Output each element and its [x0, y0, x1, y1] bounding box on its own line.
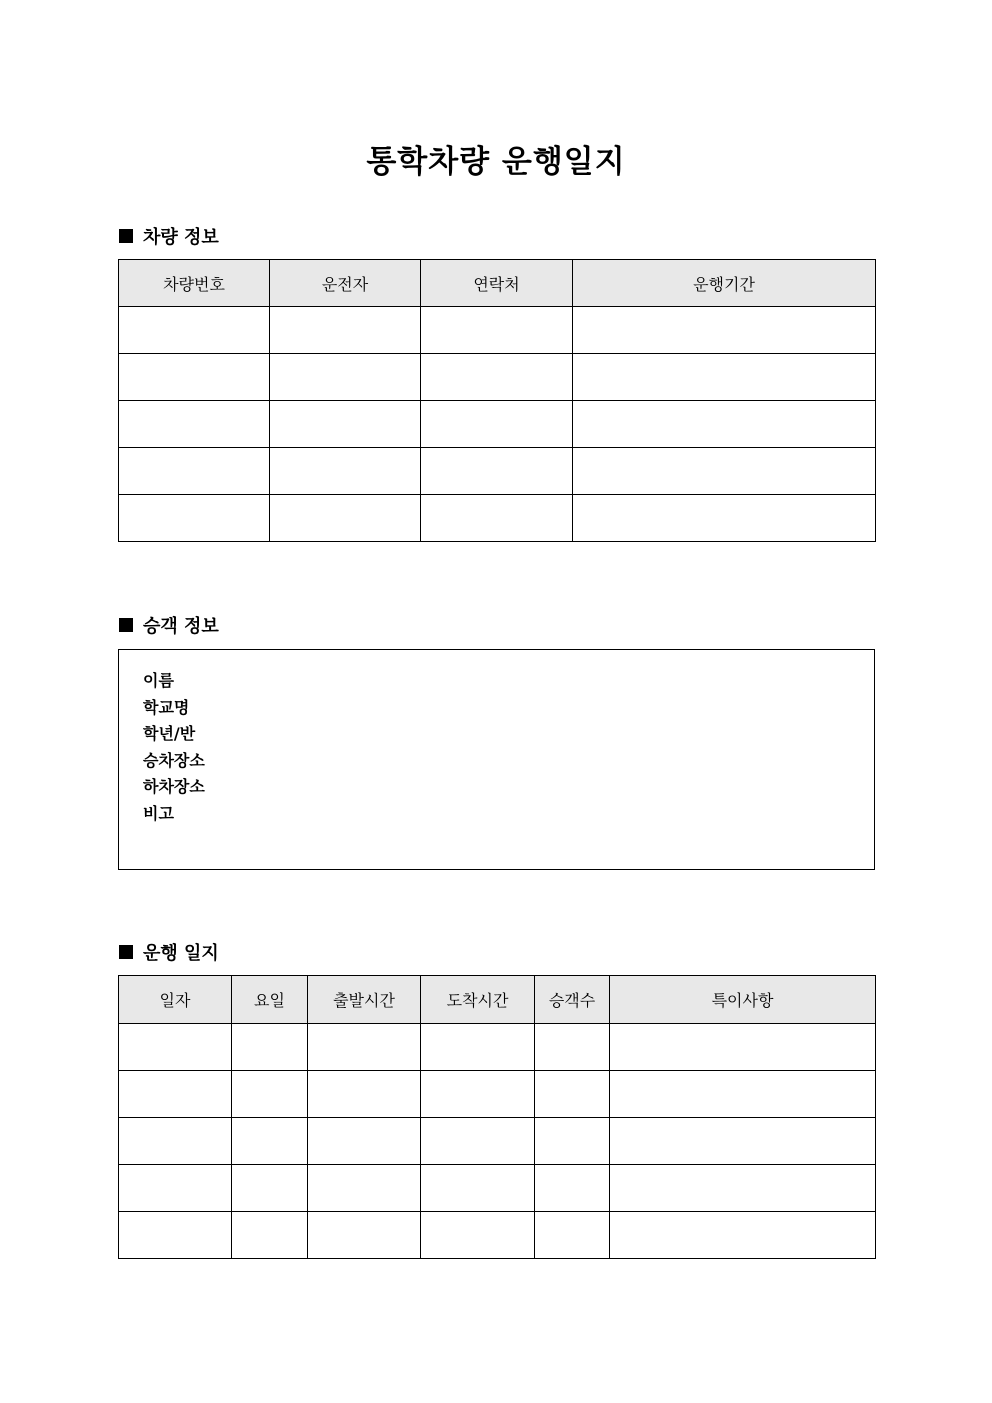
table-cell[interactable]: [421, 401, 573, 448]
field-dropoff-place-label: 하차장소: [143, 777, 205, 797]
table-cell[interactable]: [421, 495, 573, 542]
column-header-operation-period: 운행기간: [573, 260, 876, 307]
table-cell[interactable]: [119, 354, 270, 401]
field-school-label: 학교명: [143, 697, 190, 717]
field-boarding-place-label: 승차장소: [143, 750, 205, 770]
table-row: [119, 495, 876, 542]
table-cell[interactable]: [573, 401, 876, 448]
table-cell[interactable]: [573, 307, 876, 354]
table-cell[interactable]: [232, 1212, 308, 1259]
table-row: [119, 401, 876, 448]
table-cell[interactable]: [119, 1071, 232, 1118]
table-cell[interactable]: [119, 401, 270, 448]
operation-log-table: [118, 975, 876, 1259]
table-cell[interactable]: [610, 1024, 876, 1071]
column-header-driver: 운전자: [270, 260, 421, 307]
table-cell[interactable]: [119, 1118, 232, 1165]
field-name-label: 이름: [143, 671, 174, 690]
table-cell[interactable]: [535, 1071, 610, 1118]
table-cell[interactable]: [610, 1212, 876, 1259]
table-cell[interactable]: [270, 495, 421, 542]
table-cell[interactable]: [421, 1212, 535, 1259]
table-cell[interactable]: [421, 1071, 535, 1118]
table-cell[interactable]: [232, 1165, 308, 1212]
table-cell[interactable]: [119, 307, 270, 354]
table-cell[interactable]: [232, 1024, 308, 1071]
table-row: [119, 354, 876, 401]
table-cell[interactable]: [119, 1165, 232, 1212]
table-row: [119, 1071, 876, 1118]
column-header-arrival-time: 도착시간: [421, 976, 535, 1024]
table-cell[interactable]: [270, 401, 421, 448]
table-cell[interactable]: [421, 448, 573, 495]
table-cell[interactable]: [610, 1165, 876, 1212]
table-cell[interactable]: [270, 354, 421, 401]
square-bullet-icon: [119, 618, 133, 632]
square-bullet-icon: [119, 945, 133, 959]
operation-log-rows: [119, 1024, 876, 1259]
column-header-departure-time: 출발시간: [308, 976, 421, 1024]
table-cell[interactable]: [610, 1071, 876, 1118]
column-header-notes: 특이사항: [610, 976, 876, 1024]
vehicle-info-heading-label: 차량 정보: [143, 227, 219, 248]
table-cell[interactable]: [535, 1024, 610, 1071]
table-cell[interactable]: [421, 354, 573, 401]
passenger-info-heading: [119, 612, 219, 638]
table-cell[interactable]: [573, 354, 876, 401]
operation-log-heading-label: 운행 일지: [143, 943, 219, 964]
table-cell[interactable]: [610, 1118, 876, 1165]
table-row: [119, 1165, 876, 1212]
column-header-vehicle-number: 차량번호: [119, 260, 270, 307]
table-cell[interactable]: [421, 1118, 535, 1165]
table-cell[interactable]: [421, 1165, 535, 1212]
passenger-info-heading-label: 승객 정보: [143, 616, 219, 637]
table-cell[interactable]: [232, 1118, 308, 1165]
table-row: [119, 448, 876, 495]
table-cell[interactable]: [308, 1024, 421, 1071]
table-row: [119, 307, 876, 354]
column-header-weekday: 요일: [232, 976, 308, 1024]
table-cell[interactable]: [421, 1024, 535, 1071]
vehicle-info-heading: [119, 223, 219, 249]
column-header-passenger-count: 승객수: [535, 976, 610, 1024]
table-cell[interactable]: [119, 495, 270, 542]
table-cell[interactable]: [573, 495, 876, 542]
table-cell[interactable]: [421, 307, 573, 354]
document-title: 통학차량 운행일지: [366, 144, 626, 180]
table-cell[interactable]: [308, 1118, 421, 1165]
column-header-date: 일자: [119, 976, 232, 1024]
column-header-contact: 연락처: [421, 260, 573, 307]
table-cell[interactable]: [119, 448, 270, 495]
table-cell[interactable]: [535, 1165, 610, 1212]
passenger-field-list: [143, 668, 205, 828]
table-cell[interactable]: [308, 1165, 421, 1212]
table-cell[interactable]: [535, 1118, 610, 1165]
table-row: [119, 1212, 876, 1259]
vehicle-info-rows: [119, 307, 876, 542]
table-cell[interactable]: [119, 1212, 232, 1259]
field-remarks-label: 비고: [143, 803, 174, 823]
vehicle-info-table: [118, 259, 876, 542]
table-cell[interactable]: [119, 1024, 232, 1071]
table-row: [119, 1024, 876, 1071]
passenger-info-box: [118, 649, 875, 870]
table-cell[interactable]: [308, 1212, 421, 1259]
table-row: [119, 1118, 876, 1165]
table-cell[interactable]: [535, 1212, 610, 1259]
table-cell[interactable]: [232, 1071, 308, 1118]
operation-log-heading: [119, 939, 219, 965]
table-cell[interactable]: [573, 448, 876, 495]
square-bullet-icon: [119, 229, 133, 243]
field-grade-class-label: 학년/반: [143, 724, 196, 744]
table-cell[interactable]: [270, 307, 421, 354]
table-cell[interactable]: [308, 1071, 421, 1118]
table-cell[interactable]: [270, 448, 421, 495]
